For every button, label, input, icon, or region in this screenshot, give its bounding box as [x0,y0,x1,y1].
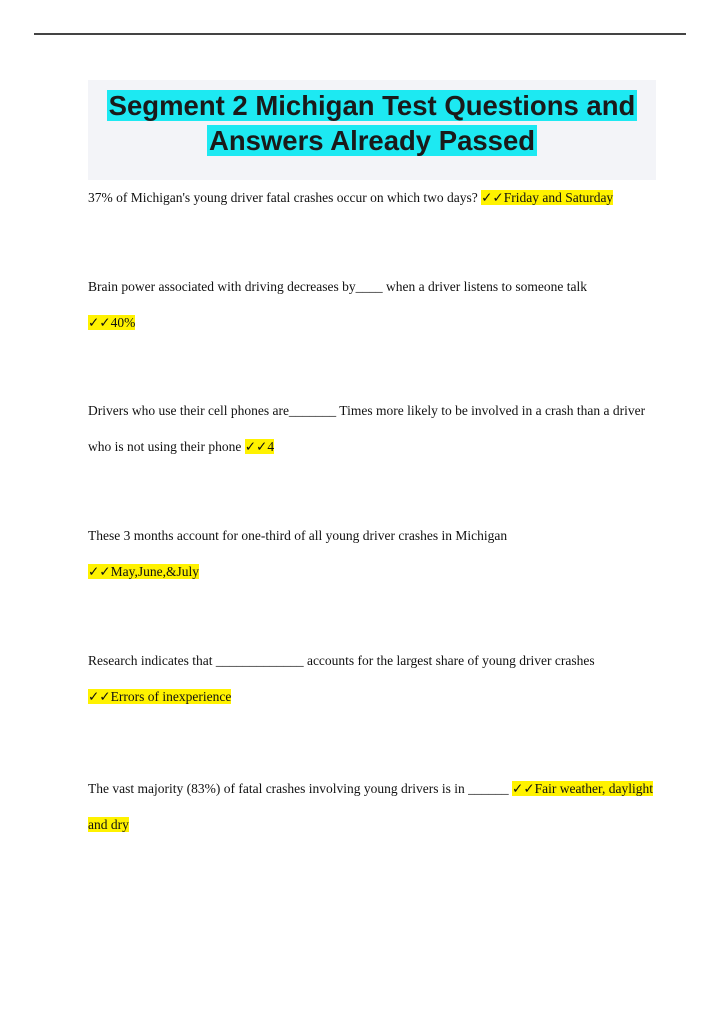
answer-highlight [88,689,231,704]
check-icon: ✓✓ [512,781,535,796]
title-line-1: Segment 2 Michigan Test Questions and [108,90,636,121]
answer-highlight [88,564,199,579]
top-rule [34,33,686,35]
question-text: The vast majority (83%) of fatal crashes involving young drivers is in ______ [88,781,513,796]
answer-text: 4 [267,439,275,454]
qa-item-5 [88,643,656,715]
qa-item-4 [88,518,656,590]
answer-text: Fair weather, daylight and dry [88,781,653,832]
qa-item-6 [88,771,656,843]
question-text: Drivers who use their cell phones are_______ Times more likely to be involved in a crash than a driver who is not using their phone [88,403,646,454]
check-icon: ✓✓ [88,564,111,579]
document-title [88,80,656,158]
question-text: These 3 months account for one-third of all young driver crashes in Michigan [88,528,508,543]
check-icon: ✓✓ [88,315,111,330]
title-line-2: Answers Already Passed [208,125,536,156]
check-icon: ✓✓ [481,190,504,205]
answer-text: May,June,&July [110,564,199,579]
answer-text: Errors of inexperience [110,689,232,704]
question-text: Research indicates that _____________ accounts for the largest share of young driver crashes [88,653,595,668]
question-text: 37% of Michigan's young driver fatal crashes occur on which two days? [88,190,482,205]
qa-item-3 [88,393,656,465]
answer-highlight [245,439,274,454]
title-block [88,80,656,180]
question-text: Brain power associated with driving decreases by____ when a driver listens to someone talk [88,279,587,294]
check-icon: ✓✓ [88,689,111,704]
answer-text: Friday and Saturday [503,190,614,205]
answer-highlight [481,190,613,205]
check-icon: ✓✓ [244,439,268,454]
qa-item-1 [88,180,656,216]
qa-item-2 [88,269,656,341]
answer-text: 40% [110,315,136,330]
answer-highlight [88,315,135,330]
